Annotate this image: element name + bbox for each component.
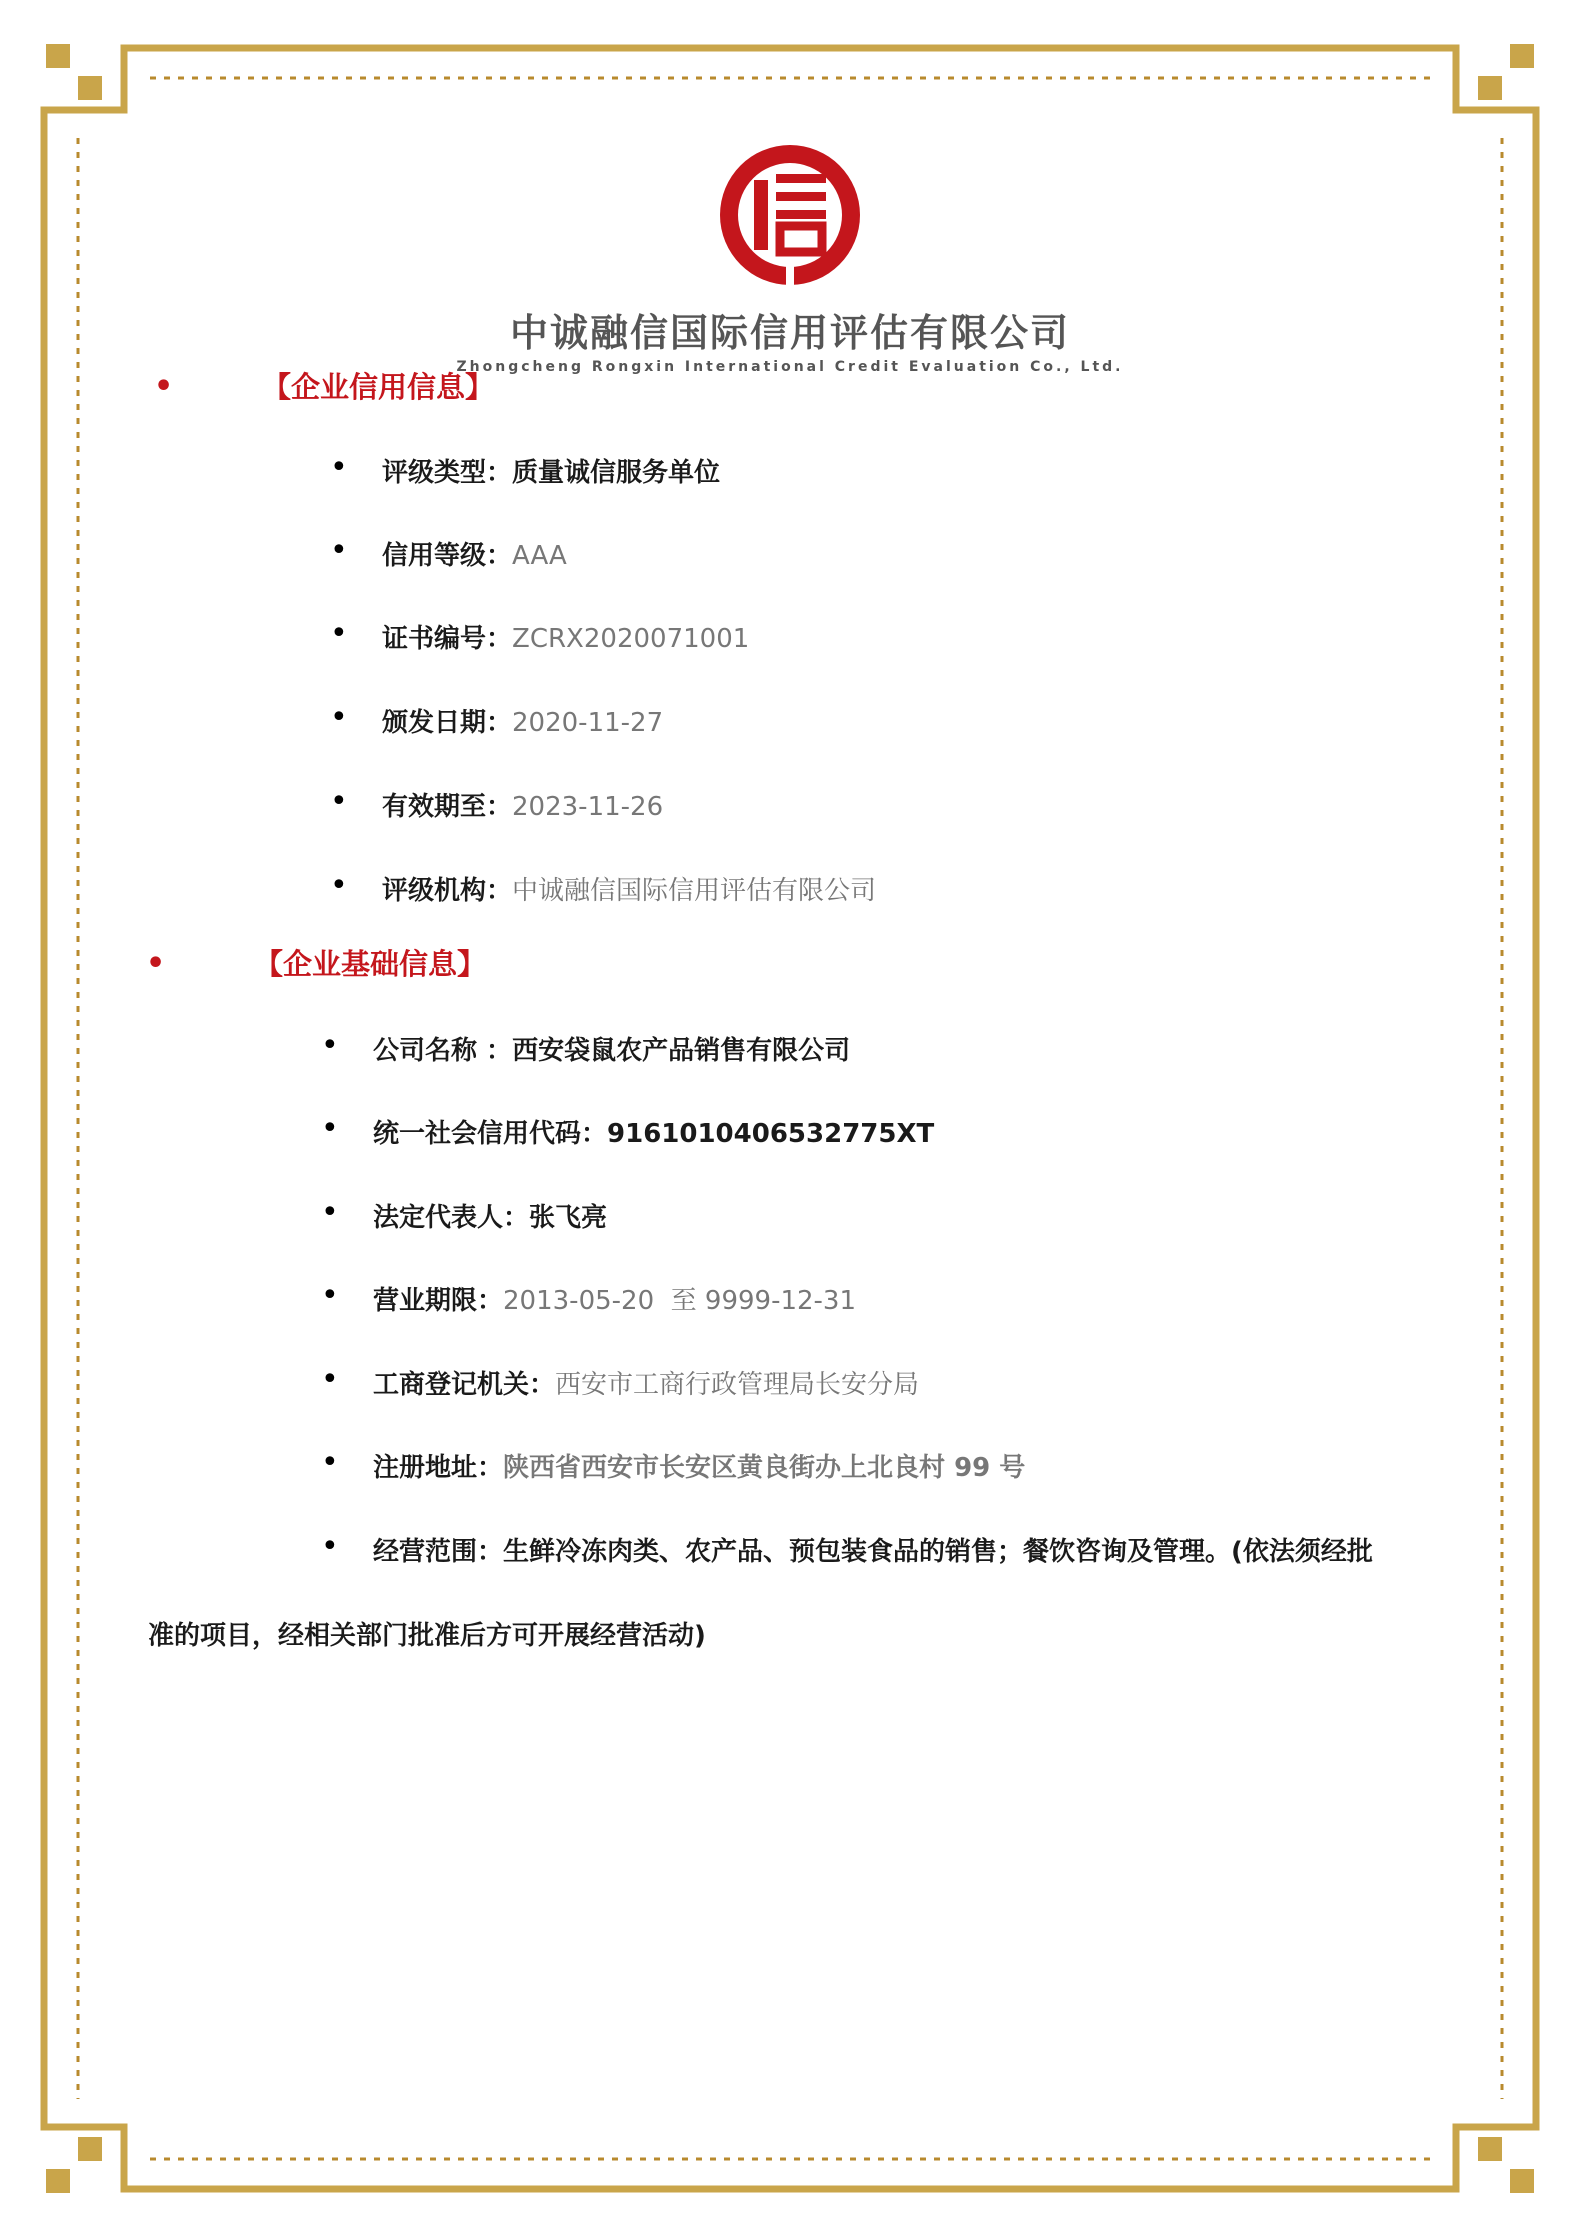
bullet-red: • xyxy=(146,946,166,981)
credit-item-rating-type: • 评级类型：质量诚信服务单位 xyxy=(330,450,721,488)
basic-section-title: • 【企业基础信息】 xyxy=(146,946,487,981)
credit-section-title: • 【企业信用信息】 xyxy=(154,369,495,404)
basic-item-credit-code: • 统一社会信用代码：9161010406532775XT xyxy=(321,1111,935,1149)
credit-item-valid-until: • 有效期至：2023-11-26 xyxy=(330,784,664,822)
bullet-red: • xyxy=(154,369,174,404)
company-logo xyxy=(0,140,1580,375)
basic-item-registration-authority: • 工商登记机关：西安市工商行政管理局长安分局 xyxy=(321,1362,920,1400)
credit-item-issue-date: • 颁发日期：2020-11-27 xyxy=(330,700,664,738)
basic-item-business-term: • 营业期限：2013-05-20 至 9999-12-31 xyxy=(321,1278,857,1316)
credit-item-cert-number: • 证书编号：ZCRX2020071001 xyxy=(330,616,750,654)
basic-item-legal-rep: • 法定代表人：张飞亮 xyxy=(321,1195,608,1233)
credit-item-agency: • 评级机构：中诚融信国际信用评估有限公司 xyxy=(330,868,877,906)
brand-name-cn: 中诚融信国际信用评估有限公司 xyxy=(509,311,1070,355)
basic-item-company-name: • 公司名称 ：西安袋鼠农产品销售有限公司 xyxy=(321,1028,851,1066)
basic-item-business-scope: • 经营范围：生鲜冷冻肉类、农产品、预包装食品的销售；餐饮咨询及管理。(依法须经批 xyxy=(321,1529,1373,1567)
brand-name-en: Zhongcheng Rongxin International Credit Evaluation Co., Ltd. xyxy=(456,359,1124,375)
basic-item-address: • 注册地址：陕西省西安市长安区黄良街办上北良村 99 号 xyxy=(321,1445,1026,1483)
credit-seal-icon xyxy=(710,140,870,290)
credit-item-level: • 信用等级：AAA xyxy=(330,533,567,571)
business-scope-continuation: 准的项目，经相关部门批准后方可开展经营活动) xyxy=(148,1621,706,1651)
